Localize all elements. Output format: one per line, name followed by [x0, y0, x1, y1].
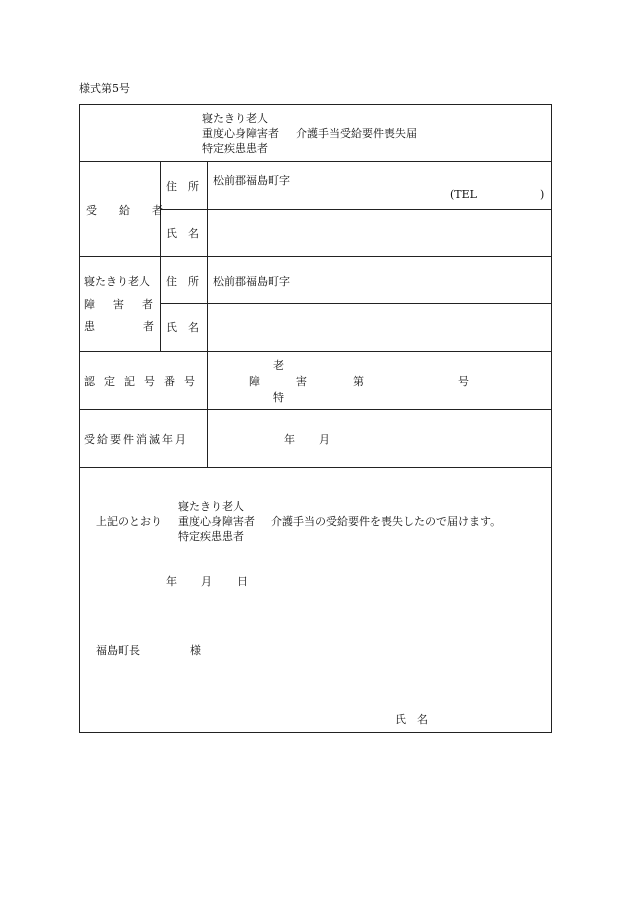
- cert-go: 号: [458, 375, 469, 388]
- date-day: 日: [237, 575, 248, 588]
- title-line-3: 特定疾患患者: [202, 142, 268, 155]
- recipient-address-label: 住所: [166, 180, 210, 193]
- column-divider: [207, 161, 208, 467]
- column-divider: [160, 161, 161, 351]
- declaration-line-3: 特定疾患患者: [178, 530, 244, 543]
- signature-label: 氏名: [395, 713, 439, 726]
- declaration-prefix: 上記のとおり: [96, 515, 162, 528]
- cert-label: 認定記号番号: [84, 375, 204, 388]
- recipient-name-label: 氏名: [166, 227, 210, 240]
- patient-address-label: 住所: [166, 275, 210, 288]
- patient-label-line-1: 寝たきり老人: [84, 275, 150, 288]
- patient-label-char-2: 者: [143, 320, 154, 333]
- date-month: 月: [201, 575, 212, 588]
- row-divider: [79, 467, 552, 468]
- patient-name-label: 氏名: [166, 321, 210, 334]
- form-number: 様式第5号: [79, 82, 130, 95]
- patient-label-line-2: 障害者: [84, 298, 171, 311]
- cert-disability-1: 障: [249, 375, 260, 388]
- addressee: 福島町長: [96, 644, 140, 657]
- row-divider: [79, 161, 552, 162]
- recipient-label: 受給者: [86, 204, 185, 217]
- honorific: 様: [190, 644, 201, 657]
- cert-old: 老: [273, 359, 284, 372]
- form-table: [79, 104, 552, 733]
- row-divider: [160, 303, 552, 304]
- patient-name-field[interactable]: [212, 316, 542, 338]
- cert-dai: 第: [353, 375, 364, 388]
- declaration-line-1: 寝たきり老人: [178, 500, 244, 513]
- title-suffix: 介護手当受給要件喪失届: [296, 127, 417, 140]
- patient-address-value[interactable]: 松前郡福島町字: [213, 275, 290, 288]
- cert-special: 特: [273, 391, 284, 404]
- recipient-name-field[interactable]: [212, 222, 542, 244]
- expiry-year: 年: [284, 433, 295, 446]
- title-line-1: 寝たきり老人: [202, 112, 268, 125]
- recipient-tel-label: (TEL: [450, 188, 477, 201]
- title-line-2: 重度心身障害者: [202, 127, 279, 140]
- date-year: 年: [166, 575, 177, 588]
- expiry-month: 月: [319, 433, 330, 446]
- row-divider: [160, 209, 552, 210]
- expiry-label: 受給要件消滅年月: [84, 433, 188, 446]
- declaration-suffix: 介護手当の受給要件を喪失したので届けます。: [271, 515, 502, 528]
- patient-label-line-3: [84, 320, 154, 333]
- recipient-address-value[interactable]: 松前郡福島町字: [213, 174, 290, 187]
- row-divider: [79, 256, 552, 257]
- cert-disability-2: 害: [296, 375, 307, 388]
- declaration-line-2: 重度心身障害者: [178, 515, 255, 528]
- row-divider: [79, 409, 552, 410]
- recipient-tel-close: ): [540, 188, 545, 201]
- patient-label-char-1: 患: [84, 320, 95, 333]
- row-divider: [79, 351, 552, 352]
